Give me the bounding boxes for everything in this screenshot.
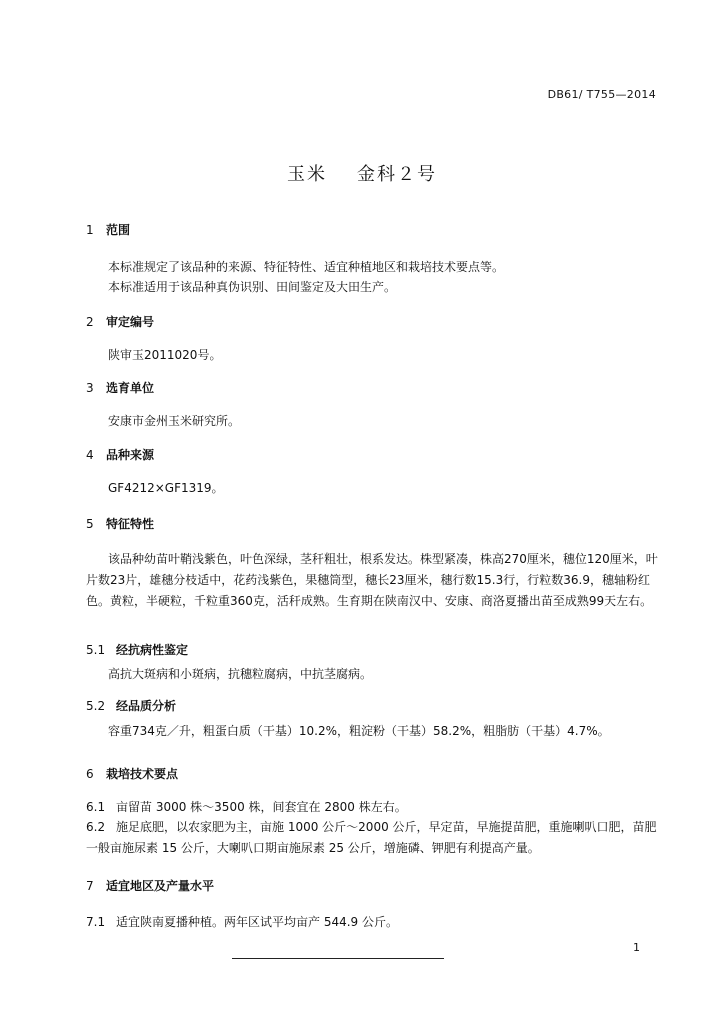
page-title bbox=[0, 160, 724, 186]
section-heading-4: 4 品种来源 bbox=[86, 448, 155, 462]
breeding-unit: 安康市金州玉米研究所。 bbox=[108, 414, 241, 428]
characteristics-paragraph: 该品种幼苗叶鞘浅紫色，叶色深绿，茎秆粗壮，根系发达。株型紧凑，株高270厘米，穗位120厘米，叶片数23片，雄穗分枝适中，花药浅紫色，果穗筒型，穗长23厘米，穗行数15.3行，行粒数36.9，穗轴粉红色。黄粒，半硬粒，千粒重360克，活秆成熟。生育期在陕南汉中、安康、商洛夏播出苗至成熟99天左右。 bbox=[86, 552, 658, 608]
section-heading-6: 6 栽培技术要点 bbox=[86, 767, 179, 781]
scope-line-2: 本标准适用于该品种真伪识别、田间鉴定及大田生产。 bbox=[108, 280, 397, 294]
section-heading-7: 7 适宜地区及产量水平 bbox=[86, 879, 215, 893]
variety-source: GF4212×GF1319。 bbox=[108, 481, 224, 495]
subsection-heading-5-2: 5.2 经品质分析 bbox=[86, 699, 177, 713]
cultivation-item-6-2: 6.2 施足底肥，以农家肥为主，亩施 1000 公斤～2000 公斤，早定苗，早施提苗肥，重施喇叭口肥，苗肥一般亩施尿素 15 公斤，大喇叭口期亩施尿素 25 公斤，增施磷、钾肥有利提高产量。 bbox=[86, 820, 657, 855]
section-heading-2: 2 审定编号 bbox=[86, 315, 155, 329]
section-heading-3: 3 选育单位 bbox=[86, 381, 155, 395]
section-heading-1: 1 范围 bbox=[86, 223, 131, 237]
title-crop: 玉米 bbox=[287, 164, 327, 185]
quality-analysis-text: 容重734克／升，粗蛋白质（干基）10.2%，粗淀粉（干基）58.2%，粗脂肪（干基）4.7%。 bbox=[108, 724, 610, 738]
page-number: 1 bbox=[633, 941, 640, 954]
subsection-heading-5-1: 5.1 经抗病性鉴定 bbox=[86, 643, 189, 657]
approval-number: 陕审玉2011020号。 bbox=[108, 348, 222, 362]
cultivation-item-6-1: 6.1 亩留苗 3000 株～3500 株，间套宜在 2800 株左右。 bbox=[86, 800, 407, 814]
disease-resistance-text: 高抗大斑病和小斑病，抗穗粒腐病，中抗茎腐病。 bbox=[108, 667, 373, 681]
section-heading-5: 5 特征特性 bbox=[86, 517, 155, 531]
scope-line-1: 本标准规定了该品种的来源、特征特性、适宜种植地区和栽培技术要点等。 bbox=[108, 260, 505, 274]
title-variety: 金科２号 bbox=[357, 164, 437, 185]
footer-rule bbox=[232, 958, 444, 959]
suitable-region-7-1: 7.1 适宜陕南夏播种植。两年区试平均亩产 544.9 公斤。 bbox=[86, 915, 398, 929]
standard-code: DB61/ T755—2014 bbox=[547, 88, 656, 101]
